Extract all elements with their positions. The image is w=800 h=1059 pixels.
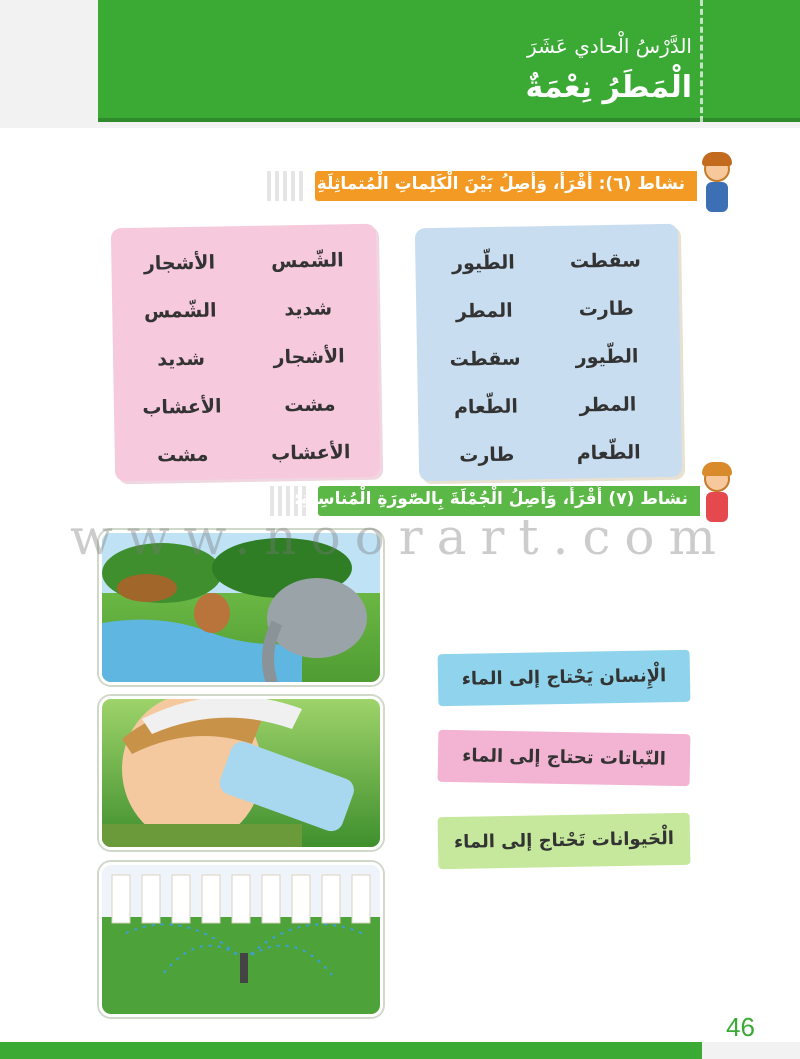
boy-mascot-icon [700, 156, 734, 216]
sentence-strip-animals[interactable]: الْحَيوانات تَحْتاج إلى الماء [438, 813, 691, 869]
lesson-title: الْمَطَرُ نِعْمَةٌ [525, 70, 692, 105]
word-item[interactable]: مشت [284, 393, 336, 417]
boy-drinking-picture[interactable] [99, 696, 383, 850]
sentence-strip-human[interactable]: الْإِنسان يَحْتاج إلى الماء [438, 650, 691, 706]
lesson-header [0, 0, 800, 128]
pink-card-left-column [124, 238, 238, 480]
word-item[interactable]: الطّيور [451, 251, 515, 275]
word-item[interactable]: شديد [157, 347, 206, 371]
word-item[interactable]: الأعشاب [142, 395, 222, 419]
word-item[interactable]: المطر [579, 393, 637, 417]
word-item[interactable]: الشّمس [270, 249, 344, 273]
word-item[interactable]: الطّيور [575, 345, 639, 369]
word-item[interactable]: المطر [455, 299, 513, 323]
blue-card-left-column [428, 238, 542, 480]
word-item[interactable]: الأعشاب [270, 441, 351, 465]
blue-word-card [415, 224, 682, 482]
word-item[interactable]: الشّمس [143, 299, 217, 323]
lesson-number: الدَّرْسُ الْحادي عَشَرَ [527, 34, 692, 58]
sentence-strip-plants[interactable]: النّباتات تحتاج إلى الماء [438, 730, 691, 786]
banner-ribbon-tail [267, 171, 307, 201]
sprinkler-illustration [102, 865, 383, 1017]
word-item[interactable]: شديد [284, 297, 333, 321]
blue-card-right-column [550, 236, 664, 478]
activity6-ribbon [310, 171, 697, 201]
sprinkler-watering-grass-picture[interactable] [99, 862, 383, 1017]
site-watermark: www.noorart.com [70, 508, 730, 566]
boy-drinking-illustration [102, 699, 383, 850]
word-item[interactable]: الطّعام [453, 395, 519, 419]
pink-word-card [111, 224, 380, 482]
footer-grey-block [702, 1042, 800, 1059]
word-item[interactable]: طارت [578, 297, 634, 321]
word-item[interactable]: مشت [156, 443, 209, 467]
pink-card-right-column [252, 236, 366, 478]
header-green-band [98, 0, 800, 122]
word-item[interactable]: الأشجار [273, 345, 345, 369]
word-item[interactable]: سقطت [449, 347, 521, 371]
activity6-title: نشاط (٦): أَقْرَأُ، وَأَصِلُ بَيْنَ الْكَلِماتِ الْمُتماثِلَةِ. [310, 174, 685, 194]
activity6-banner [267, 171, 697, 201]
page-number: 46 [726, 1012, 755, 1042]
word-item[interactable]: الأشجار [143, 251, 216, 275]
word-item[interactable]: الطّعام [576, 441, 641, 465]
word-item[interactable]: سقطت [569, 249, 642, 273]
activity7-title: نشاط (٧) أَقْرَأُ، وَأَصِلُ الْجُمْلَةَ بِالصّورَةِ الْمُناسِبَةِ: [293, 489, 688, 509]
header-dashed-divider [697, 0, 703, 122]
word-item[interactable]: طارت [459, 443, 515, 467]
footer-green-bar [0, 1042, 702, 1059]
